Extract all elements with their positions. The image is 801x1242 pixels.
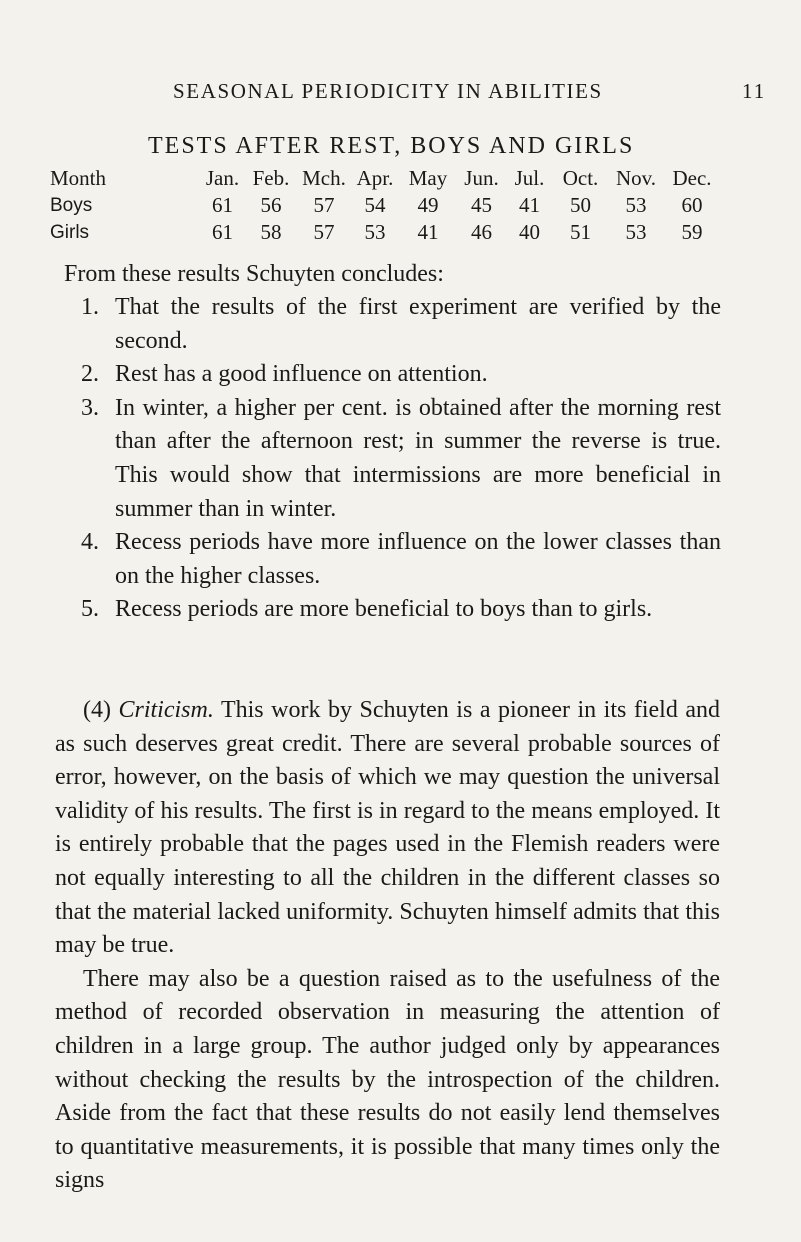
section-label: (4) [83, 697, 111, 723]
intro-paragraph [55, 258, 720, 292]
item-text: Recess periods have more influence on the lower classes than on the higher classes. [115, 529, 721, 589]
table-cell: 41 [417, 220, 439, 244]
running-head-title: SEASONAL PERIODICITY IN ABILITIES [173, 79, 603, 103]
table-cell: 51 [570, 220, 591, 244]
month-jan: Jan. [205, 166, 240, 190]
table-cell: 53 [625, 193, 647, 217]
table-cell: 40 [519, 220, 540, 244]
month-jul: Jul. [514, 166, 545, 190]
list-item [81, 392, 721, 526]
table-row-boys [50, 192, 720, 219]
month-mch: Mch. [302, 166, 346, 190]
item-text: In winter, a higher per cent. is obtained after the morning rest than after the afternoon rest; in summer the reverse is true. This would show that intermissions are more beneficial in summer than in winter. [115, 394, 721, 522]
item-number: 3. [81, 394, 99, 421]
table-cell: 53 [625, 220, 647, 244]
intro-text: From these results Schuyten concludes: [64, 261, 444, 287]
month-oct: Oct. [562, 166, 599, 190]
table-cell: 46 [471, 220, 492, 244]
row-label: Girls [50, 221, 90, 243]
table-header-row [50, 165, 720, 192]
month-may: May [408, 166, 448, 190]
table-cell: 58 [260, 220, 282, 244]
page-number: 11 [742, 79, 767, 103]
table-cell: 45 [471, 193, 492, 217]
table-cell: 61 [212, 220, 233, 244]
criticism-paragraph-2: There may also be a question raised as to the usefulness of the method of recorded observation in measuring the attention of children in a large group. The author judged only by appearances without checking the results by the introspection of the children. Aside from the fact that these results do not easily lend themselves to quantitative measurements, it is possible that many times only the signs [55, 965, 720, 1194]
table-cell: 53 [364, 220, 386, 244]
item-number: 4. [81, 529, 99, 556]
list-item [81, 291, 721, 358]
list-item [81, 593, 721, 627]
conclusions-list [81, 291, 721, 627]
table-title: TESTS AFTER REST, BOYS AND GIRLS [148, 133, 635, 159]
month-jun: Jun. [464, 166, 499, 190]
table-cell: 41 [519, 193, 540, 217]
table-cell: 57 [313, 193, 335, 217]
table-cell: 50 [570, 193, 591, 217]
month-dec: Dec. [672, 166, 712, 190]
month-header: Month [50, 166, 107, 190]
item-text: Rest has a good influence on attention. [115, 361, 488, 388]
criticism-paragraph-1 [55, 694, 720, 963]
list-item [81, 358, 721, 392]
item-text: Recess periods are more beneficial to boys than to girls. [115, 596, 653, 623]
results-table [50, 165, 720, 246]
running-head [0, 79, 801, 109]
item-number: 5. [81, 596, 99, 623]
item-number: 1. [81, 294, 99, 320]
item-text: That the results of the first experiment are verified by the second. [115, 294, 721, 354]
item-number: 2. [81, 361, 99, 388]
month-nov: Nov. [615, 166, 657, 190]
table-row-girls [50, 219, 720, 246]
month-feb: Feb. [252, 166, 290, 190]
table-cell: 60 [681, 193, 703, 217]
month-apr: Apr. [356, 166, 394, 190]
row-label: Boys [50, 194, 93, 216]
table-cell: 54 [364, 193, 386, 217]
paragraph-text: This work by Schuyten is a pioneer in its field and as such deserves great credit. There are several probable sources of error, however, on the basis of which we may question the universal validity of his results. The first is in regard to the means employed. It is entirely probable that the pages used in the Flemish readers were not equally interesting to all the children in the different classes so that the material lacked uniformity. Schuyten himself admits that this may be true. [55, 697, 720, 959]
table-cell: 49 [417, 193, 439, 217]
table-cell: 57 [313, 220, 335, 244]
section-heading: Criticism. [118, 697, 214, 723]
list-item [81, 526, 721, 593]
table-cell: 59 [681, 220, 703, 244]
table-cell: 56 [260, 193, 282, 217]
table-cell: 61 [212, 193, 233, 217]
criticism-section [55, 694, 720, 1198]
